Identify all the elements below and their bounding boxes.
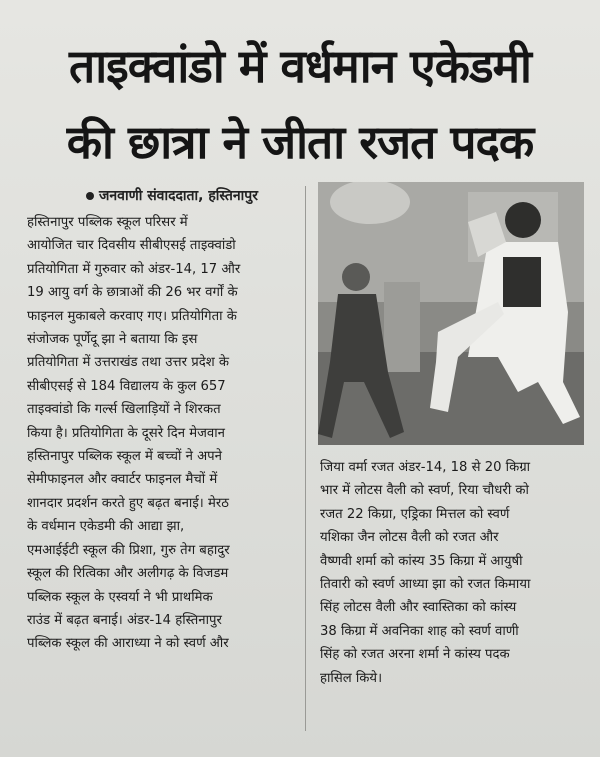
article-line: के वर्धमान एकेडमी की आद्या झा, <box>27 519 185 535</box>
article-line: एमआईईटी स्कूल की प्रिशा, गुरु तेग बहादुर <box>27 542 230 558</box>
taekwondo-match-photo <box>318 182 584 445</box>
article-line: हस्तिनापुर पब्लिक स्कूल परिसर में <box>27 215 188 230</box>
article-column-left <box>27 211 295 656</box>
byline-text: जनवाणी संवाददाता, हस्तिनापुर <box>99 188 258 204</box>
article-line: किया है। प्रतियोगिता के दूसरे दिन मेजवान <box>27 425 225 441</box>
article-line: हासिल किये। <box>320 670 383 686</box>
article-line: जिया वर्मा रजत अंडर-14, 18 से 20 किग्रा <box>320 460 531 475</box>
article-line: सेमीफाइनल और क्वार्टर फाइनल मैचों में <box>27 472 218 488</box>
article-line: प्रतियोगिता में उत्तराखंड तथा उत्तर प्रदेश के <box>27 355 229 371</box>
article-line: फाइनल मुकाबले करवाए गए। प्रतियोगिता के <box>27 308 237 324</box>
article-line: ताइक्वांडो कि गर्ल्स खिलाड़ियों ने शिरकत <box>27 402 221 418</box>
article-line: 38 किग्रा में अवनिका शाह को स्वर्ण वाणी <box>320 623 519 639</box>
article-line: पब्लिक स्कूल की आराध्या ने को स्वर्ण और <box>27 636 229 652</box>
headline-line-1: ताइक्वांडो में वर्धमान एकेडमी <box>69 39 531 93</box>
article-line: संजोजक पूर्णेदू झा ने बताया कि इस <box>27 332 198 348</box>
article-line: वैष्णवी शर्मा को कांस्य 35 किग्रा में आयुषी <box>320 553 523 569</box>
bullet-icon <box>86 192 94 200</box>
article-line: आयोजित चार दिवसीय सीबीएसई ताइक्वांडो <box>27 238 236 254</box>
byline <box>86 186 258 205</box>
article-line: सिंह को रजत अरना शर्मा ने कांस्य पदक <box>320 647 510 663</box>
article-line: यशिका जैन लोटस वैली को रजत और <box>320 530 499 546</box>
article-line: तिवारी को स्वर्ण आध्या झा को रजत किमाया <box>320 577 531 593</box>
article-line: हस्तिनापुर पब्लिक स्कूल में बच्चों ने अपने <box>27 449 222 465</box>
column-divider <box>305 186 306 731</box>
article-line: प्रतियोगिता में गुरुवार को अंडर-14, 17 और <box>27 261 241 277</box>
article-line: राउंड में बढ़त बनाई। अंडर-14 हस्तिनापुर <box>27 612 222 628</box>
article-line: पब्लिक स्कूल के एस्वर्या ने भी प्राथमिक <box>27 589 213 605</box>
article-line: सिंह लोटस वैली और स्वास्तिका को कांस्य <box>320 600 517 616</box>
article-line: रजत 22 किग्रा, एड्रिका मित्तल को स्वर्ण <box>320 506 510 522</box>
article-line: शानदार प्रदर्शन करते हुए बढ़त बनाई। मेरठ <box>27 495 229 511</box>
article-line: सीबीएसई से 184 विद्यालय के कुल 657 <box>27 378 226 394</box>
article-column-right <box>320 456 584 690</box>
headline-line-2: की छात्रा ने जीता रजत पदक <box>66 115 534 169</box>
article-line: भार में लोटस वैली को स्वर्ण, रिया चौधरी को <box>320 483 529 499</box>
article-line: स्कूल की रित्विका और अलीगढ़ के विजडम <box>27 566 229 582</box>
article-line: 19 आयु वर्ग के छात्राओं की 26 भर वर्गों के <box>27 285 238 301</box>
